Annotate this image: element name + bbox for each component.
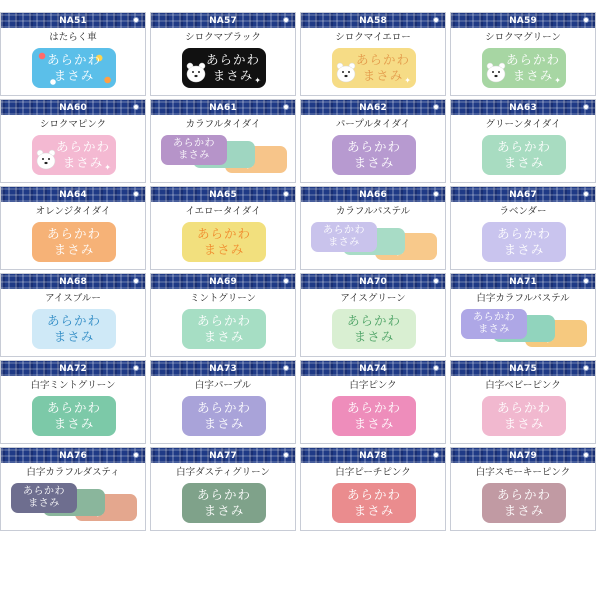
card-header [1, 13, 145, 28]
design-card-na51[interactable] [0, 12, 146, 96]
design-code: NA58 [359, 15, 387, 26]
design-code: NA65 [209, 189, 237, 200]
name-sticker-preview [11, 483, 77, 513]
card-header [451, 100, 595, 115]
pin-dot-icon [433, 452, 439, 458]
design-card-na77[interactable] [150, 447, 296, 531]
design-card-na63[interactable] [450, 99, 596, 183]
design-name: 白字ダスティグリーン [176, 467, 270, 478]
design-name: アイスグリーン [340, 293, 406, 304]
name-sticker-preview [182, 48, 266, 88]
design-code: NA73 [209, 363, 237, 374]
sticker-line-2: まさみ [503, 155, 545, 170]
design-name: シロクマグリーン [485, 32, 561, 43]
design-card-na74[interactable] [300, 360, 446, 444]
name-sticker-preview [32, 135, 116, 175]
sticker-line-1: あらかわ [496, 139, 551, 154]
sticker-line-1: あらかわ [196, 313, 251, 328]
design-name: シロクマイエロー [335, 32, 411, 43]
sparkle-icon: ✦ [104, 163, 112, 172]
pin-dot-icon [433, 104, 439, 110]
name-sticker-preview [332, 483, 416, 523]
card-header [451, 13, 595, 28]
design-name: はたらく車 [49, 32, 97, 43]
design-name: シロクマブラック [185, 32, 261, 43]
design-card-na67[interactable] [450, 186, 596, 270]
sticker-line-1: あらかわ [46, 226, 101, 241]
name-sticker-preview [482, 135, 566, 175]
design-code: NA59 [509, 15, 537, 26]
sparkle-icon: ✦ [554, 76, 562, 85]
pin-dot-icon [283, 278, 289, 284]
name-sticker-preview [32, 309, 116, 349]
name-sticker-preview [482, 222, 566, 262]
name-sticker-preview [461, 309, 527, 339]
sticker-line-1: あらかわ [473, 312, 515, 323]
design-card-na75[interactable] [450, 360, 596, 444]
sticker-line-2: まさみ [203, 242, 245, 257]
design-card-na79[interactable] [450, 447, 596, 531]
design-code: NA77 [209, 450, 237, 461]
sticker-set-preview [451, 274, 596, 357]
polar-bear-icon [485, 61, 507, 83]
card-header [1, 100, 145, 115]
design-card-na61[interactable] [150, 99, 296, 183]
name-sticker-preview [32, 222, 116, 262]
design-name: ラベンダー [499, 206, 547, 217]
sticker-line-2: まさみ [503, 242, 545, 257]
sticker-set-preview [1, 448, 146, 531]
pin-dot-icon [583, 17, 589, 23]
sticker-line-1: あらかわ [55, 139, 110, 154]
sticker-line-2: まさみ [203, 329, 245, 344]
design-card-na69[interactable] [150, 273, 296, 357]
pin-dot-icon [283, 17, 289, 23]
sticker-set-preview [301, 187, 446, 270]
design-name: グリーンタイダイ [485, 119, 561, 130]
sparkle-icon: ✦ [404, 76, 412, 85]
design-name: 白字スモーキーピンク [475, 467, 571, 478]
design-card-na66[interactable] [300, 186, 446, 270]
design-card-na57[interactable] [150, 12, 296, 96]
design-card-na60[interactable] [0, 99, 146, 183]
sticker-line-1: あらかわ [355, 52, 410, 67]
pin-dot-icon [583, 365, 589, 371]
sticker-line-1: あらかわ [346, 139, 401, 154]
name-sticker-preview [482, 396, 566, 436]
design-card-na65[interactable] [150, 186, 296, 270]
pin-dot-icon [583, 191, 589, 197]
sticker-line-1: あらかわ [496, 400, 551, 415]
sticker-line-1: あらかわ [346, 313, 401, 328]
sticker-line-2: まさみ [62, 155, 104, 170]
pin-dot-icon [133, 104, 139, 110]
design-name: シロクマピンク [39, 119, 107, 130]
design-name: 白字カラフルパステル [476, 293, 570, 304]
design-card-na72[interactable] [0, 360, 146, 444]
design-code: NA68 [59, 276, 87, 287]
sticker-line-2: まさみ [362, 68, 404, 83]
sticker-line-1: あらかわ [196, 400, 251, 415]
design-name: ミントグリーン [189, 293, 257, 304]
sticker-line-1: あらかわ [496, 487, 551, 502]
design-code: NA57 [209, 15, 237, 26]
design-name: 白字カラフルダスティ [26, 467, 120, 478]
name-sticker-preview [332, 135, 416, 175]
pin-dot-icon [133, 17, 139, 23]
design-name: 白字ミントグリーン [30, 380, 116, 391]
design-code: NA76 [59, 450, 87, 461]
pin-dot-icon [583, 104, 589, 110]
design-name: 白字ピンク [349, 380, 397, 391]
design-code: NA60 [59, 102, 87, 113]
pin-dot-icon [283, 365, 289, 371]
design-card-na59[interactable] [450, 12, 596, 96]
sticker-line-1: あらかわ [323, 225, 365, 236]
card-header [451, 187, 595, 202]
card-header [301, 274, 445, 289]
sticker-line-1: あらかわ [46, 52, 101, 67]
pin-dot-icon [433, 278, 439, 284]
sticker-set-preview [151, 100, 296, 183]
pin-dot-icon [133, 365, 139, 371]
design-code: NA78 [359, 450, 387, 461]
sticker-line-2: まさみ [328, 237, 360, 248]
sticker-line-1: あらかわ [196, 226, 251, 241]
sticker-line-2: まさみ [53, 68, 95, 83]
card-header [1, 274, 145, 289]
card-header [451, 448, 595, 463]
sticker-line-2: まさみ [512, 68, 554, 83]
sticker-line-2: まさみ [28, 498, 60, 509]
name-sticker-preview [182, 396, 266, 436]
pin-dot-icon [583, 452, 589, 458]
sticker-line-2: まさみ [478, 324, 510, 335]
name-sticker-preview [32, 396, 116, 436]
design-code: NA67 [509, 189, 537, 200]
name-sticker-preview [332, 48, 416, 88]
sticker-line-2: まさみ [353, 155, 395, 170]
pin-dot-icon [283, 452, 289, 458]
sticker-line-1: あらかわ [346, 487, 401, 502]
design-name: カラフルパステル [335, 206, 411, 217]
design-name: パープルタイダイ [335, 119, 411, 130]
name-sticker-preview [182, 309, 266, 349]
design-code: NA72 [59, 363, 87, 374]
design-card-na70[interactable] [300, 273, 446, 357]
name-sticker-preview [311, 222, 377, 252]
polar-bear-icon [185, 61, 207, 83]
design-card-na71[interactable] [450, 273, 596, 357]
sticker-line-2: まさみ [203, 503, 245, 518]
sticker-line-1: あらかわ [205, 52, 260, 67]
sparkle-icon: ✦ [254, 76, 262, 85]
design-code: NA62 [359, 102, 387, 113]
design-name: オレンジタイダイ [35, 206, 111, 217]
name-sticker-preview [182, 483, 266, 523]
pin-dot-icon [133, 278, 139, 284]
design-card-na78[interactable] [300, 447, 446, 531]
design-code: NA71 [509, 276, 537, 287]
pin-dot-icon [133, 191, 139, 197]
card-header [1, 187, 145, 202]
sticker-line-2: まさみ [353, 503, 395, 518]
card-header [151, 448, 295, 463]
design-card-na76[interactable] [0, 447, 146, 531]
design-code: NA63 [509, 102, 537, 113]
design-name: 白字ピーチピンク [335, 467, 411, 478]
design-name: アイスブルー [45, 293, 101, 304]
design-card-na58[interactable] [300, 12, 446, 96]
polar-bear-icon [35, 148, 57, 170]
design-code: NA79 [509, 450, 537, 461]
design-code: NA74 [359, 363, 387, 374]
design-name: イエロータイダイ [185, 206, 261, 217]
design-code: NA51 [59, 15, 87, 26]
sticker-line-1: あらかわ [346, 400, 401, 415]
name-sticker-preview [332, 309, 416, 349]
card-header [301, 100, 445, 115]
card-header [151, 274, 295, 289]
pin-dot-icon [433, 17, 439, 23]
name-sticker-preview [161, 135, 227, 165]
sticker-line-1: あらかわ [173, 138, 215, 149]
name-sticker-preview [482, 48, 566, 88]
vehicle-pattern-sticker-preview [32, 48, 116, 88]
card-header [151, 13, 295, 28]
sticker-line-2: まさみ [178, 150, 210, 161]
pin-dot-icon [283, 191, 289, 197]
sticker-line-2: まさみ [53, 416, 95, 431]
card-header [451, 361, 595, 376]
sticker-line-1: あらかわ [496, 226, 551, 241]
name-sticker-preview [182, 222, 266, 262]
design-name: 白字パープル [194, 380, 252, 391]
design-code: NA64 [59, 189, 87, 200]
design-code: NA75 [509, 363, 537, 374]
design-code: NA66 [359, 189, 387, 200]
sticker-line-2: まさみ [203, 416, 245, 431]
sticker-line-1: あらかわ [196, 487, 251, 502]
design-name: カラフルタイダイ [185, 119, 261, 130]
design-name: 白字ベビーピンク [485, 380, 561, 391]
card-header [151, 187, 295, 202]
name-sticker-preview [482, 483, 566, 523]
sticker-line-2: まさみ [53, 242, 95, 257]
sticker-line-2: まさみ [53, 329, 95, 344]
card-header [151, 361, 295, 376]
design-code: NA69 [209, 276, 237, 287]
card-header [1, 361, 145, 376]
card-header [301, 448, 445, 463]
pin-dot-icon [433, 365, 439, 371]
sticker-line-2: まさみ [503, 416, 545, 431]
design-card-na62[interactable] [300, 99, 446, 183]
sticker-line-1: あらかわ [23, 486, 65, 497]
sticker-line-2: まさみ [212, 68, 254, 83]
sticker-line-2: まさみ [503, 503, 545, 518]
design-card-na68[interactable] [0, 273, 146, 357]
design-code: NA61 [209, 102, 237, 113]
sticker-line-1: あらかわ [505, 52, 560, 67]
sticker-line-1: あらかわ [46, 400, 101, 415]
name-sticker-preview [332, 396, 416, 436]
card-header [301, 361, 445, 376]
card-header [301, 13, 445, 28]
sticker-line-1: あらかわ [46, 313, 101, 328]
sticker-line-2: まさみ [353, 329, 395, 344]
design-card-na73[interactable] [150, 360, 296, 444]
polar-bear-icon [335, 61, 357, 83]
design-grid [0, 12, 600, 531]
design-card-na64[interactable] [0, 186, 146, 270]
design-code: NA70 [359, 276, 387, 287]
sticker-line-2: まさみ [353, 416, 395, 431]
